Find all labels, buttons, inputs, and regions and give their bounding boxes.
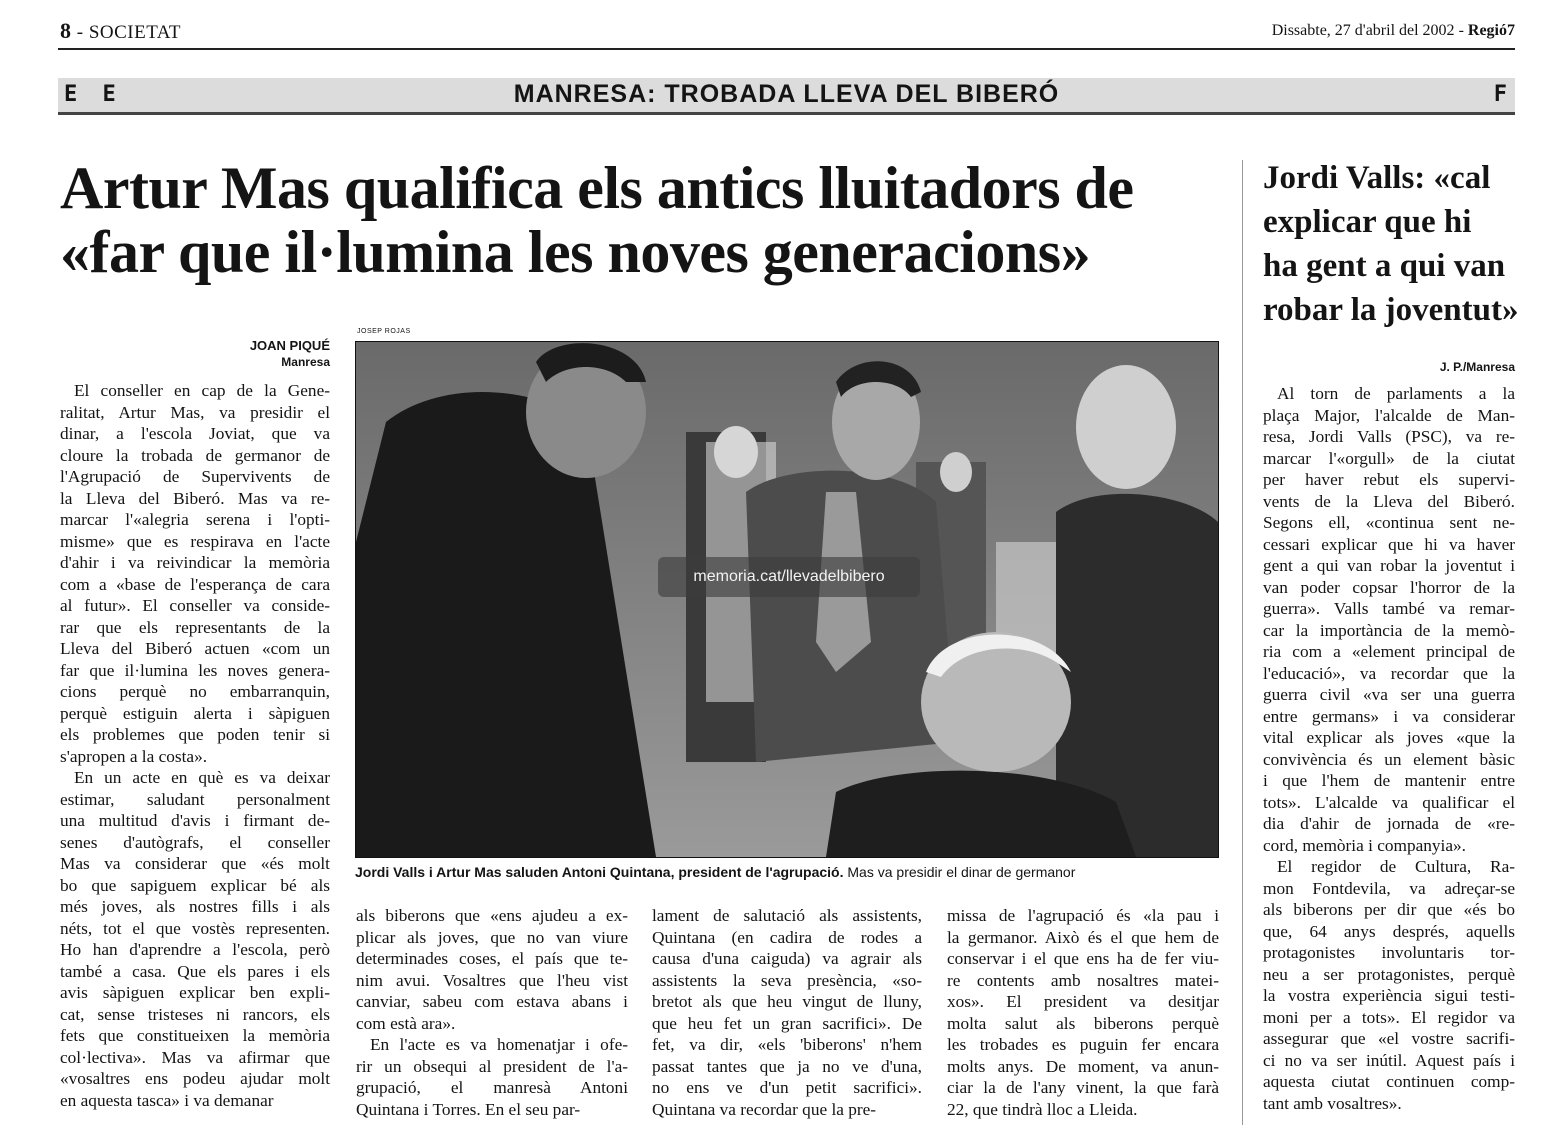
text-line: Lleva del Biberó actuen «com un [60, 639, 330, 658]
text-line: als biberons que «ens ajudeu a ex- [356, 906, 628, 925]
text-line: cat, sense tristeses ni rancors, els [60, 1004, 330, 1024]
sidebar-divider [1242, 160, 1243, 1125]
text-line: El regidor de Cultura, Ra- [1277, 857, 1515, 876]
header-rule [58, 48, 1515, 50]
headline-line-1: Artur Mas qualifica els antics lluitadors de [60, 155, 1134, 221]
text-line: lament de salutació als assistents, [652, 906, 922, 925]
text-line: d'ahir i va reivindicar la memòria [60, 553, 330, 572]
text-line: resa, Jordi Valls (PSC), va re- [1263, 427, 1515, 446]
text-line: ralitat, Artur Mas, va presidir el [60, 402, 330, 422]
text-line: passat tantes que ja no ve d'una, [652, 1056, 922, 1076]
text-line: marcar l'«alegria serena i l'opti- [60, 510, 330, 529]
text-line: mon Fontdevila, va adreçar-se [1263, 878, 1515, 898]
text-line: convivència és un element bàsic [1263, 749, 1515, 769]
text-line: cessari explicar que hi va haver [1263, 534, 1515, 554]
text-line: guerra civil «va ser una guerra [1263, 685, 1515, 704]
sidebar-headline [1263, 156, 1523, 332]
text-line: molts anys. De moment, va anun- [947, 1056, 1219, 1076]
text-line: plaça Major, l'alcalde de Man- [1263, 405, 1515, 425]
text-line: misme» que es respirava en l'acte [60, 531, 330, 551]
issue-date: Dissabte, 27 d'abril del 2002 [1271, 22, 1455, 39]
text-line: bo que sapiguem explicar bé als [60, 875, 330, 895]
text-line: conservar i el que ens ha de fer viu- [947, 949, 1219, 968]
text-line: que heu fet un gran sacrifici». De [652, 1013, 922, 1033]
text-line: néts, tot el que vostès representen. [60, 918, 330, 938]
text-line: Ho han d'aprendre a l'escola, però [60, 940, 330, 959]
caption-bold: Jordi Valls i Artur Mas saluden Antoni Quintana, president de l'agrupació. [355, 864, 844, 880]
text-line: perquè estiguin alerta i sàpiguen [60, 703, 330, 723]
text-line: grupació, el manresà Antoni [356, 1078, 628, 1097]
text-line: protagonistes involuntaris tor- [1263, 943, 1515, 962]
text-line: l'Agrupació de Supervivents de [60, 467, 330, 486]
text-line: la Lleva del Biberó. Mas va re- [60, 488, 330, 508]
photo-illustration [356, 342, 1218, 857]
text-line: ciar la de l'any vinent, la que farà [947, 1078, 1219, 1097]
text-line: Al torn de parlaments a la [1277, 384, 1515, 403]
text-line: far que il·lumina les noves genera- [60, 660, 330, 680]
article-column-4 [947, 905, 1219, 1120]
section-name: SOCIETAT [88, 22, 182, 43]
text-line: assistents la seva presència, «so- [652, 970, 922, 990]
text-line: les trobades es puguin fer encara [947, 1035, 1219, 1054]
main-headline [60, 156, 1235, 284]
sidebar-headline-line: explicar que hi [1263, 204, 1472, 240]
text-line: guerra». Valls també va remar- [1263, 599, 1515, 618]
text-line: com a «base de l'esperança de cara [60, 574, 330, 594]
text-line: vital explicar als joves «que la [1263, 728, 1515, 747]
text-line: com està ara». [356, 1013, 456, 1033]
section-marker-right: F [1493, 82, 1507, 107]
sidebar-headline-line: Jordi Valls: «cal [1263, 160, 1491, 196]
text-line: re contents amb nosaltres matei- [947, 970, 1219, 990]
text-line: també a casa. Que els pares i els [60, 961, 330, 981]
text-line: determinades coses, el país que te- [356, 949, 628, 968]
text-line: una multitud d'avis i firmant de- [60, 811, 330, 830]
text-line: gent a qui van robar la joventut i [1263, 556, 1515, 575]
text-line: ria com a «element principal de [1263, 642, 1515, 661]
text-line: car la importància de la memò- [1263, 620, 1515, 640]
text-line: cloure la trobada de germanor de [60, 445, 330, 465]
text-line: rir un obsequi al president de l'a- [356, 1056, 628, 1076]
page-date-masthead: Dissabte, 27 d'abril del 2002 - Regió7 [1271, 22, 1515, 39]
text-line: els problemes que poden tenir si [60, 725, 330, 744]
text-line: estimar, saludant personalment [60, 789, 330, 809]
text-line: plicar als joves, que no van viure [356, 927, 628, 947]
sidebar-column [1263, 383, 1515, 1114]
author-place: Manresa [281, 355, 330, 369]
text-line: Quintana va recordar que la pre- [652, 1099, 877, 1119]
text-line: als biberons per dir que «és bo [1263, 900, 1515, 919]
text-line: En l'acte es va homenatjar i ofe- [370, 1035, 628, 1054]
text-line: Segons ell, «continua sent ne- [1263, 513, 1515, 532]
text-line: fet, va dir, «els 'biberons' n'hem [652, 1035, 922, 1054]
section-title: MANRESA: TROBADA LLEVA DEL BIBERÓ [513, 80, 1060, 108]
section-bar [58, 78, 1515, 115]
text-line: s'apropen a la costa». [60, 746, 208, 766]
text-line: tots». L'alcalde va qualificar el [1263, 792, 1515, 812]
text-line: van poder copsar l'horror de la [1263, 577, 1515, 597]
text-line: causa d'una caiguda) va agrair als [652, 949, 922, 968]
text-line: El conseller en cap de la Gene- [74, 381, 330, 400]
article-column-1 [60, 380, 330, 1111]
text-line: dia d'ahir de jornada de «re- [1263, 814, 1515, 833]
text-line: tant amb vosaltres». [1263, 1093, 1402, 1113]
text-line: la germanor. Això és el que hem de [947, 927, 1219, 947]
text-line: ci no va ser inútil. Aquest país i [1263, 1050, 1515, 1070]
text-line: xos». El president va desitjar [947, 992, 1219, 1011]
page-folio: 8 - SOCIETAT [60, 18, 182, 43]
text-line: vents de la Lleva del Biberó. [1263, 491, 1515, 511]
text-line: aquesta ciutat continuen comp- [1263, 1072, 1515, 1091]
page-number: 8 [60, 18, 72, 43]
text-line: entre germans» i va considerar [1263, 706, 1515, 726]
text-line: moni per a tots». El regidor va [1263, 1007, 1515, 1027]
text-line: per haver rebut els supervi- [1263, 470, 1515, 489]
text-line: avis sàpiguen explicar ben expli- [60, 983, 330, 1002]
headline-line-2: «far que il·lumina les noves generacions» [60, 219, 1091, 285]
text-line: missa de l'agrupació és «la pau i [947, 906, 1219, 925]
news-photo [355, 341, 1219, 858]
sidebar-headline-line: ha gent a qui van [1263, 248, 1506, 284]
article-column-3 [652, 905, 922, 1120]
text-line: marcar l'«orgull» de la ciutat [1263, 448, 1515, 468]
photo-caption [355, 864, 1225, 880]
text-line: molta salut als biberons perquè [947, 1013, 1219, 1033]
text-line: Quintana (en cadira de rodes a [652, 927, 922, 947]
text-line: bretot als que heu vingut de lluny, [652, 992, 922, 1011]
text-line: rar que els representants de la [60, 617, 330, 637]
text-line: en aquesta tasca» i va demanar [60, 1090, 274, 1110]
text-line: neu a ser protagonistes, perquè [1263, 964, 1515, 984]
sidebar-headline-line: robar la joventut» [1263, 292, 1519, 328]
text-line: canviar, sabeu com estava abans i [356, 992, 628, 1011]
text-line: i que l'hem de mantenir entre [1263, 771, 1515, 790]
text-line: cord, memòria i companyia». [1263, 835, 1466, 855]
text-line: Quintana i Torres. En el seu par- [356, 1099, 581, 1119]
text-line: no ens ve d'un petit sacrifici». [652, 1078, 922, 1097]
text-line: senes d'autògrafs, el conseller [60, 832, 330, 852]
text-line: nim avui. Vosaltres que l'heu vist [356, 970, 628, 990]
watermark-overlay: memoria.cat/llevadelbibero [658, 557, 920, 597]
text-line: 22, que tindrà lloc a Lleida. [947, 1099, 1138, 1119]
text-line: Mas va considerar que «és molt [60, 854, 330, 873]
author-name: JOAN PIQUÉ [249, 338, 330, 353]
text-line: al futur». El conseller va conside- [60, 596, 330, 615]
text-line: cions perquè no embarranquin, [60, 682, 330, 701]
text-line: fets que constitueixen la memòria [60, 1026, 330, 1045]
text-line: col·lectiva». Mas va afirmar que [60, 1047, 330, 1067]
text-line: més joves, als nostres fills i als [60, 897, 330, 916]
article-column-2 [356, 905, 628, 1120]
section-marker-left: E E [64, 82, 122, 107]
sidebar-byline: J. P./Manresa [1439, 360, 1515, 374]
text-line: «vosaltres ens podeu ajudar molt [60, 1069, 330, 1088]
newspaper-name: Regió7 [1467, 22, 1515, 39]
text-line: En un acte en què es va deixar [74, 768, 330, 787]
byline [200, 338, 330, 370]
text-line: dinar, a l'escola Joviat, que va [60, 424, 330, 443]
text-line: que, 64 anys després, aquells [1263, 921, 1515, 941]
text-line: assegurar que «el vostre sacrifi- [1263, 1029, 1515, 1048]
photo-credit: JOSEP ROJAS [357, 328, 411, 335]
text-line: l'educació», va recordar que la [1263, 663, 1515, 683]
caption-rest: Mas va presidir el dinar de germanor [847, 864, 1076, 880]
text-line: la vostra experiència sigui testi- [1263, 986, 1515, 1005]
